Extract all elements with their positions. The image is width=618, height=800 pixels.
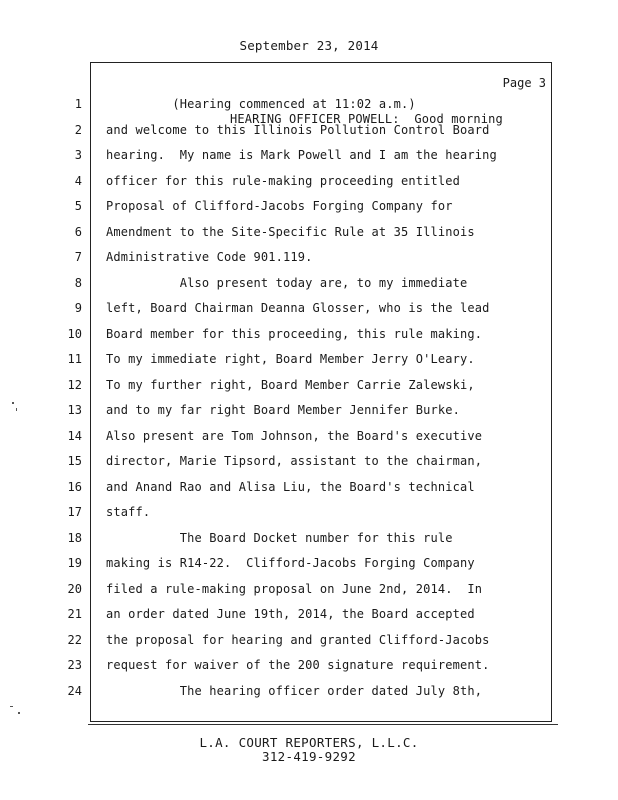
line-number: 2 [74, 123, 82, 137]
transcript-line: left, Board Chairman Deanna Glosser, who is the lead [106, 301, 490, 315]
transcript-line: Board member for this proceeding, this rule making. [106, 327, 483, 341]
transcript-line: The Board Docket number for this rule [106, 531, 453, 545]
line-number: 9 [74, 301, 82, 315]
transcript-line: an order dated June 19th, 2014, the Board accepted [106, 607, 475, 621]
frame-bottom-rule [88, 724, 558, 725]
transcript-line: and welcome to this Illinois Pollution Control Board [106, 123, 490, 137]
line-number: 15 [67, 454, 82, 468]
transcript-line: Also present are Tom Johnson, the Board's executive [106, 429, 483, 443]
line-number: 12 [67, 378, 82, 392]
transcript-line: hearing. My name is Mark Powell and I am the hearing [106, 148, 497, 162]
transcript-line: and Anand Rao and Alisa Liu, the Board's technical [106, 480, 475, 494]
transcript-line: staff. [106, 505, 151, 519]
transcript-line: Also present today are, to my immediate [106, 276, 468, 290]
scan-mark [18, 712, 20, 714]
line-number: 7 [74, 250, 82, 264]
line-number: 23 [67, 658, 82, 672]
transcript-line: filed a rule-making proposal on June 2nd, 2014. In [106, 582, 483, 596]
line-number: 3 [74, 148, 82, 162]
line-number: 19 [67, 556, 82, 570]
line-number: 14 [67, 429, 82, 443]
transcript-line: Administrative Code 901.119. [106, 250, 313, 264]
line-number: 6 [74, 225, 82, 239]
transcript-line: the proposal for hearing and granted Clifford-Jacobs [106, 633, 490, 647]
line-number: 4 [74, 174, 82, 188]
line-number: 18 [67, 531, 82, 545]
scan-mark [12, 402, 14, 404]
line-number: 16 [67, 480, 82, 494]
transcript-line: officer for this rule-making proceeding entitled [106, 174, 460, 188]
transcript-line: and to my far right Board Member Jennifer Burke. [106, 403, 460, 417]
transcript-line: making is R14-22. Clifford-Jacobs Forging Company [106, 556, 475, 570]
transcript-line: Proposal of Clifford-Jacobs Forging Company for [106, 199, 453, 213]
footer-phone: 312-419-9292 [262, 749, 356, 764]
transcript-line: To my further right, Board Member Carrie Zalewski, [106, 378, 475, 392]
line-number: 10 [67, 327, 82, 341]
line-number: 8 [74, 276, 82, 290]
transcript-line: Amendment to the Site-Specific Rule at 35 Illinois [106, 225, 475, 239]
transcript-line: (Hearing commenced at 11:02 a.m.) [106, 97, 416, 111]
line-number: 24 [67, 684, 82, 698]
line-number: 22 [67, 633, 82, 647]
line-number: 11 [67, 352, 82, 366]
transcript-line: director, Marie Tipsord, assistant to the chairman, [106, 454, 483, 468]
footer-company: L.A. COURT REPORTERS, L.L.C. [199, 735, 419, 750]
transcript-line: To my immediate right, Board Member Jerry O'Leary. [106, 352, 475, 366]
transcript-line: request for waiver of the 200 signature requirement. [106, 658, 490, 672]
footer [0, 736, 618, 764]
line1-overlay: HEARING OFFICER POWELL: Good morning [230, 112, 503, 126]
line-number: 1 [74, 97, 82, 111]
line-number: 13 [67, 403, 82, 417]
scan-mark [10, 706, 13, 707]
line-number: 21 [67, 607, 82, 621]
line-number: 17 [67, 505, 82, 519]
line-number: 20 [67, 582, 82, 596]
header-date: September 23, 2014 [239, 38, 379, 53]
page-number: Page 3 [502, 76, 546, 90]
transcript-line: The hearing officer order dated July 8th, [106, 684, 483, 698]
line-number: 5 [74, 199, 82, 213]
scan-mark [16, 408, 17, 411]
